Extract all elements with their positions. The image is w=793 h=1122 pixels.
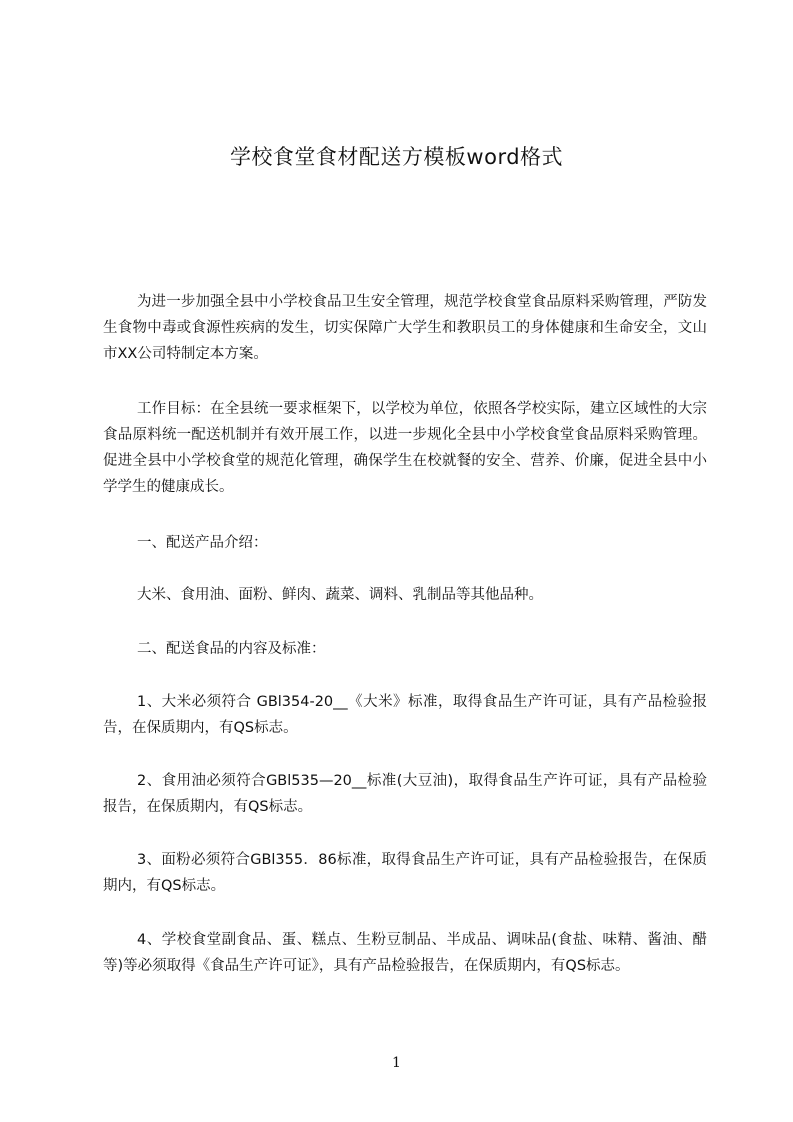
document-title: 学校食堂食材配送方模板word格式 xyxy=(229,145,564,169)
section-heading-standards: 二、配送食品的内容及标准： xyxy=(137,641,326,657)
intro-paragraph: 为进一步加强全县中小学校食品卫生安全管理，规范学校食堂食品原料采购管理，严防发生食物中毒或食源性疾病的发生，切实保障广大学生和教职员工的身体健康和生命安全，文山市XX公司特制定本方案。 xyxy=(103,294,707,362)
standard-item-side-foods: 4、学校食堂副食品、蛋、糕点、生粉豆制品、半成品、调味品(食盐、味精、酱油、醋等)等必须取得《食品生产许可证》，具有产品检验报告，在保质期内，有QS标志。 xyxy=(103,932,707,974)
goal-paragraph: 工作目标：在全县统一要求框架下，以学校为单位，依照各学校实际，建立区域性的大宗食品原料统一配送机制并有效开展工作，以进一步规化全县中小学校食堂食品原料采购管理。促进全县中小学校食堂的规范化管理，确保学生在校就餐的安全、营养、价廉，促进全县中小学学生的健康成长。 xyxy=(103,401,707,495)
standard-item-oil: 2、食用油必须符合GBl535—20__标准(大豆油)，取得食品生产许可证，具有产品检验报告，在保质期内，有QS标志。 xyxy=(103,773,707,815)
standard-item-flour: 3、面粉必须符合GBl355．86标准，取得食品生产许可证，具有产品检验报告，在保质期内，有QS标志。 xyxy=(103,852,707,894)
section-heading-products: 一、配送产品介绍： xyxy=(137,535,268,551)
standard-item-rice: 1、大米必须符合 GBl354-20__《大米》标准，取得食品生产许可证，具有产品检验报告，在保质期内，有QS标志。 xyxy=(103,694,707,736)
products-list-paragraph: 大米、食用油、面粉、鲜肉、蔬菜、调料、乳制品等其他品种。 xyxy=(137,587,543,603)
page-number: 1 xyxy=(392,1055,401,1071)
